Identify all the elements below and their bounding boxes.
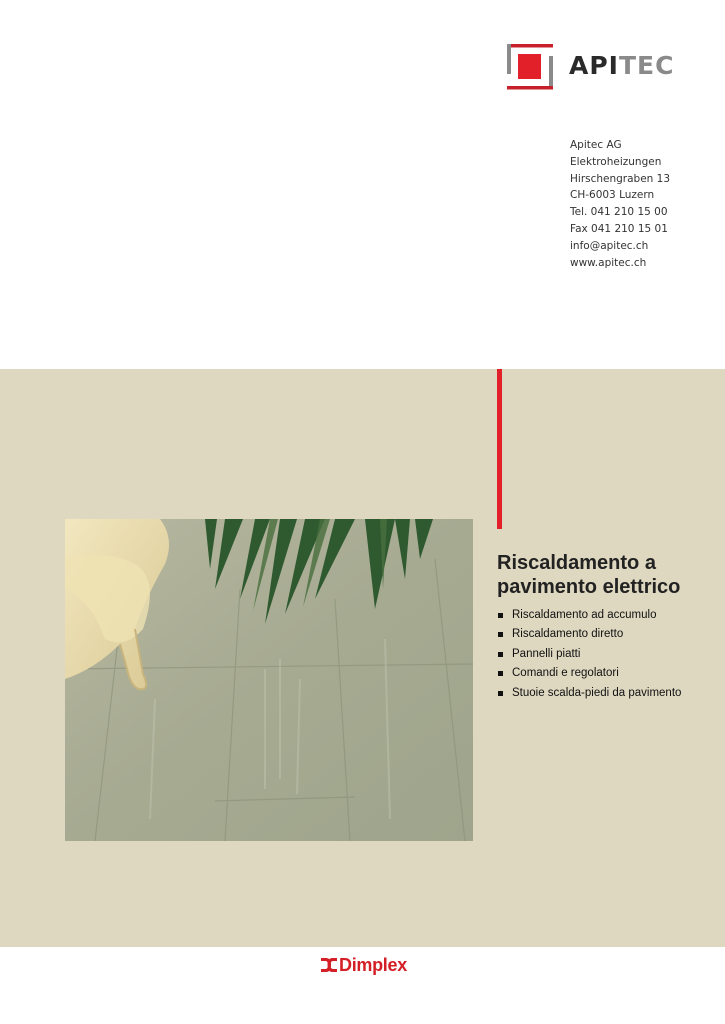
list-item: Comandi e regolatori xyxy=(497,664,722,683)
address-website: www.apitec.ch xyxy=(570,256,647,269)
address-department: Elektroheizungen xyxy=(570,155,662,168)
address-email: info@apitec.ch xyxy=(570,239,649,252)
apitec-logo-icon xyxy=(505,42,553,90)
dimplex-logo-icon xyxy=(320,957,338,973)
apitec-logo xyxy=(505,42,685,92)
address-fax: Fax 041 210 15 01 xyxy=(570,222,668,235)
feature-list xyxy=(497,606,722,703)
address-company: Apitec AG xyxy=(570,139,622,151)
page-title xyxy=(497,551,722,599)
dimplex-logo xyxy=(320,953,420,977)
logo-text-api: API xyxy=(569,51,619,80)
list-item: Riscaldamento diretto xyxy=(497,625,722,644)
list-item: Pannelli piatti xyxy=(497,645,722,664)
address-city: CH-6003 Luzern xyxy=(570,189,655,202)
address-phone: Tel. 041 210 15 00 xyxy=(570,206,668,219)
floor-photo xyxy=(65,519,473,841)
dimplex-wordmark: Dimplex xyxy=(339,955,407,975)
list-item: Riscaldamento ad accumulo xyxy=(497,606,722,625)
list-item: Stuoie scalda-piedi da pavimento xyxy=(497,684,722,703)
title-line-1: Riscaldamento a xyxy=(497,552,656,574)
floor-photo-image xyxy=(65,519,473,841)
address-street: Hirschengraben 13 xyxy=(570,172,671,185)
apitec-wordmark xyxy=(569,51,674,81)
red-accent-bar xyxy=(497,369,502,529)
company-address xyxy=(570,137,720,271)
title-line-2: pavimento elettrico xyxy=(497,576,681,598)
logo-text-tec: TEC xyxy=(618,51,675,80)
